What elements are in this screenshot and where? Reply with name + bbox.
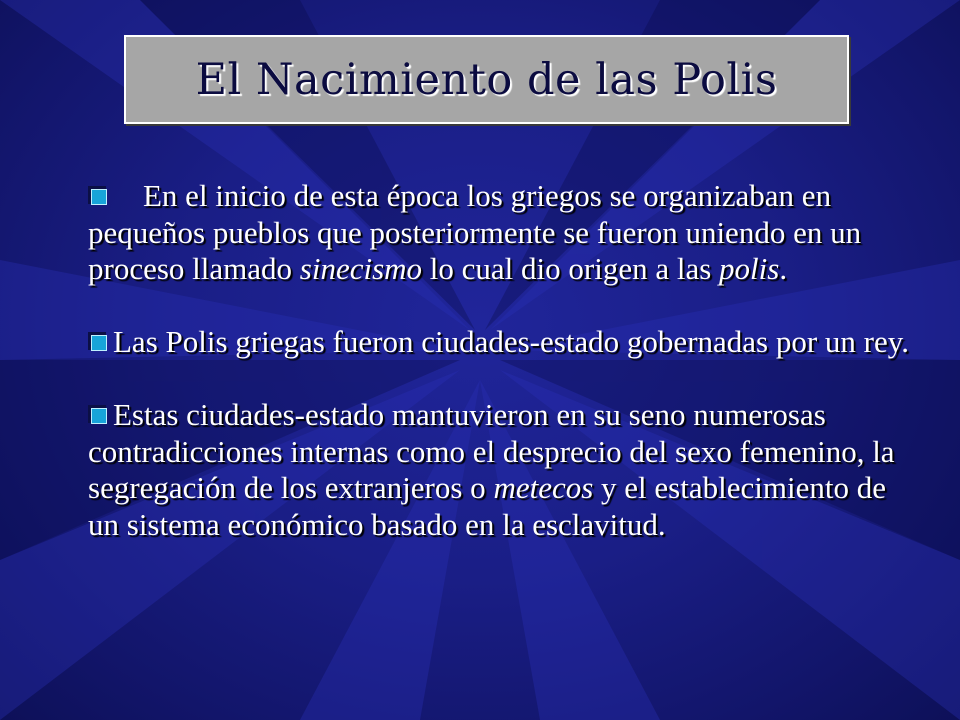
bullet-item-3 bbox=[88, 397, 918, 543]
bullet-text: Estas ciudades-estado mantuvieron en su seno numerosas contradicciones internas como el desprecio del sexo femenino, la segregación de los extranjeros o bbox=[88, 397, 895, 505]
term-sinecismo: sinecismo bbox=[299, 251, 423, 286]
square-bullet-icon bbox=[88, 405, 109, 426]
bullet-text: . bbox=[779, 251, 788, 286]
term-polis: polis bbox=[719, 251, 780, 286]
square-bullet-icon bbox=[88, 186, 109, 207]
slide-title: El Nacimiento de las Polis bbox=[195, 54, 778, 105]
title-box bbox=[124, 35, 849, 124]
bullet-text: En el inicio de esta época los griegos se organizaban en pequeños pueblos que posteriormente se fueron uniendo en un proceso llamado bbox=[88, 178, 862, 286]
bullet-list bbox=[88, 178, 918, 543]
square-bullet-icon bbox=[88, 332, 109, 353]
bullet-text: Las Polis griegas fueron ciudades-estado gobernadas por un rey. bbox=[113, 324, 909, 359]
term-metecos: metecos bbox=[493, 470, 594, 505]
bullet-item-2 bbox=[88, 324, 918, 361]
bullet-item-1 bbox=[88, 178, 918, 288]
bullet-text: lo cual dio origen a las bbox=[422, 251, 720, 286]
bullet-text: y el establecimiento de un sistema económico basado en la esclavitud. bbox=[88, 470, 886, 542]
